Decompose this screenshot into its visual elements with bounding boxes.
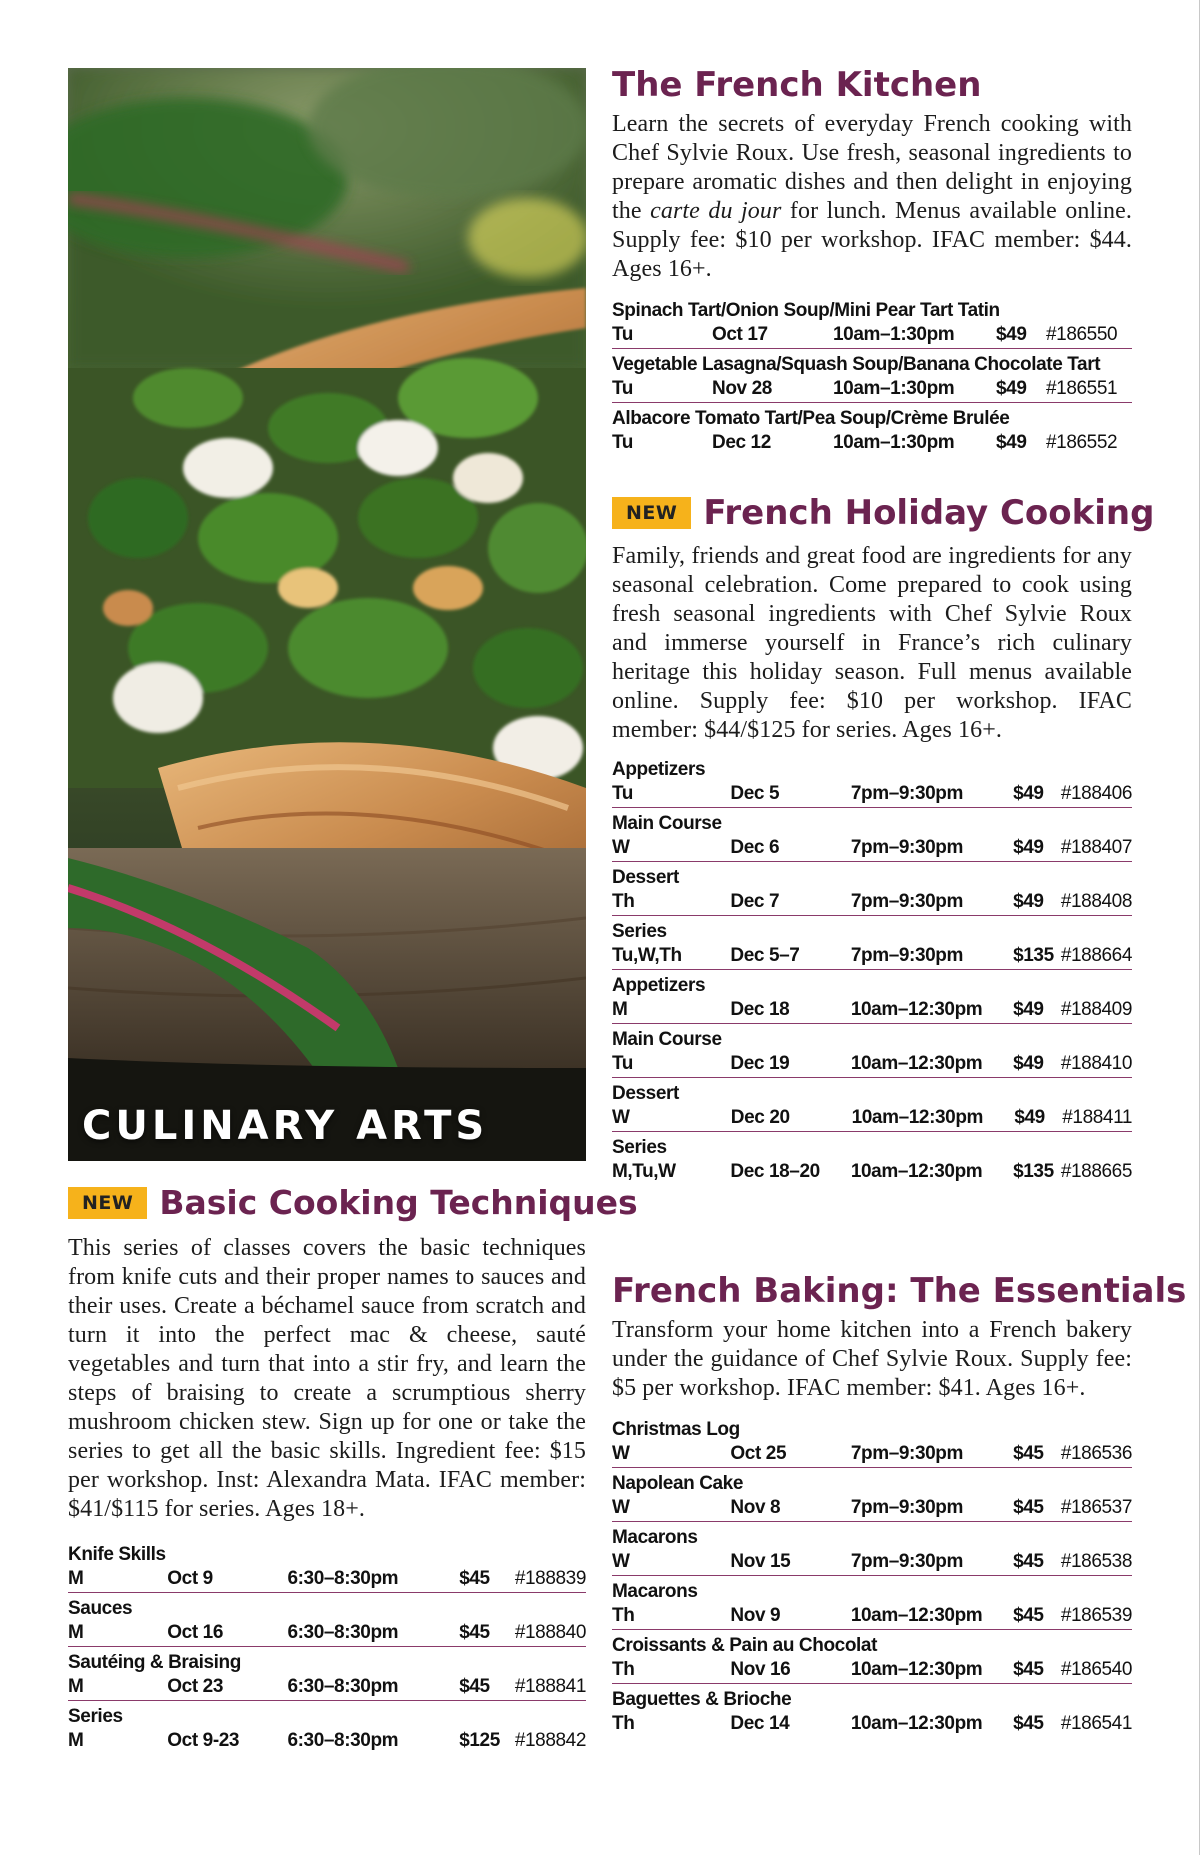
- class-number: #186537: [1060, 1497, 1132, 1518]
- class-number: #188840: [514, 1622, 586, 1643]
- schedule-row: [612, 1135, 1132, 1185]
- schedule-row: [68, 1704, 586, 1754]
- class-title: Sauces: [68, 1598, 133, 1619]
- class-date: Nov 16: [730, 1659, 791, 1680]
- french-kitchen-title: The French Kitchen: [612, 65, 982, 105]
- class-day: Tu: [612, 783, 634, 804]
- class-number: #186540: [1060, 1659, 1132, 1680]
- class-day: M,Tu,W: [612, 1161, 676, 1182]
- class-price: $49: [996, 378, 1027, 399]
- class-date: Dec 12: [712, 432, 771, 453]
- schedule-row: [612, 1027, 1132, 1078]
- class-details: [612, 782, 1132, 806]
- class-time: 7pm–9:30pm: [850, 1551, 964, 1572]
- class-day: M: [68, 1730, 84, 1751]
- class-title: Spinach Tart/Onion Soup/Mini Pear Tart Tatin: [612, 300, 1000, 321]
- class-number: #186536: [1060, 1443, 1132, 1464]
- class-price: $49: [1013, 1053, 1044, 1074]
- class-date: Nov 15: [730, 1551, 791, 1572]
- class-day: W: [612, 837, 630, 858]
- class-time: 10am–12:30pm: [850, 1053, 983, 1074]
- class-details: [612, 1106, 1132, 1130]
- class-title: Sautéing & Braising: [68, 1652, 241, 1673]
- class-details: [612, 431, 1132, 455]
- class-number: #188406: [1060, 783, 1132, 804]
- class-price: $49: [1013, 999, 1044, 1020]
- class-price: $45: [459, 1568, 490, 1589]
- schedule-row: [612, 919, 1132, 970]
- class-title: Baguettes & Brioche: [612, 1689, 792, 1710]
- class-day: M: [68, 1622, 84, 1643]
- class-time: 10am–12:30pm: [851, 1107, 984, 1128]
- class-date: Dec 7: [730, 891, 780, 912]
- class-date: Dec 19: [730, 1053, 790, 1074]
- class-price: $49: [996, 324, 1027, 345]
- class-date: Oct 9: [167, 1568, 213, 1589]
- class-price: $45: [1013, 1713, 1044, 1734]
- class-price: $45: [1013, 1443, 1044, 1464]
- french-baking-schedule: [612, 1417, 1132, 1737]
- class-number: #186551: [1046, 378, 1118, 399]
- class-time: 7pm–9:30pm: [850, 837, 964, 858]
- class-price: $49: [1014, 1107, 1045, 1128]
- class-details: [612, 1442, 1132, 1466]
- class-details: [68, 1567, 586, 1591]
- class-number: #186538: [1060, 1551, 1132, 1572]
- class-title: Macarons: [612, 1527, 698, 1548]
- french-baking-title: French Baking: The Essentials: [612, 1271, 1187, 1311]
- class-details: [612, 944, 1132, 968]
- photo-illustration: [68, 68, 586, 1161]
- schedule-row: [612, 811, 1132, 862]
- class-day: W: [612, 1443, 630, 1464]
- french-kitchen-description: [612, 110, 1132, 284]
- class-date: Nov 8: [730, 1497, 781, 1518]
- schedule-row: [68, 1650, 586, 1701]
- french-kitchen-section: [612, 64, 1132, 459]
- schedule-row: [612, 865, 1132, 916]
- class-day: W: [612, 1497, 630, 1518]
- class-details: [612, 1604, 1132, 1628]
- class-price: $49: [996, 432, 1027, 453]
- schedule-row: [612, 1633, 1132, 1684]
- french-baking-description: Transform your home kitchen into a French bakery under the guidance of Chef Sylvie Roux. Supply fee: $5 per workshop. IFAC member: $41. Ages 16+.: [612, 1317, 1132, 1401]
- schedule-row: [612, 1081, 1132, 1132]
- class-day: W: [612, 1107, 630, 1128]
- class-time: 6:30–8:30pm: [287, 1676, 399, 1697]
- class-day: Tu,W,Th: [612, 945, 682, 966]
- class-title: Christmas Log: [612, 1419, 740, 1440]
- class-day: Th: [612, 1605, 635, 1626]
- class-time: 10am–1:30pm: [833, 432, 955, 453]
- class-date: Dec 14: [730, 1713, 790, 1734]
- basic-cooking-title: Basic Cooking Techniques: [159, 1183, 638, 1222]
- class-date: Oct 16: [167, 1622, 223, 1643]
- class-number: #188408: [1060, 891, 1132, 912]
- class-title: Albacore Tomato Tart/Pea Soup/Crème Brulée: [612, 408, 1010, 429]
- class-day: Tu: [612, 1053, 634, 1074]
- schedule-row: [612, 1687, 1132, 1737]
- class-number: #186541: [1060, 1713, 1132, 1734]
- class-details: [612, 890, 1132, 914]
- schedule-row: [612, 1525, 1132, 1576]
- class-number: #188839: [514, 1568, 586, 1589]
- schedule-row: [612, 352, 1132, 403]
- class-details: [612, 998, 1132, 1022]
- basic-cooking-section: [68, 1182, 638, 1757]
- photo-caption: CULINARY ARTS: [82, 1103, 489, 1149]
- schedule-row: [612, 298, 1132, 349]
- class-date: Oct 9-23: [167, 1730, 240, 1751]
- class-date: Oct 23: [167, 1676, 223, 1697]
- class-details: [612, 1496, 1132, 1520]
- class-price: $135: [1013, 945, 1054, 966]
- french-holiday-section: [612, 492, 1155, 1188]
- class-date: Dec 18: [730, 999, 790, 1020]
- class-number: #186550: [1046, 324, 1118, 345]
- schedule-row: [612, 757, 1132, 808]
- class-day: M: [68, 1568, 84, 1589]
- class-time: 6:30–8:30pm: [287, 1730, 399, 1751]
- class-title: Series: [68, 1706, 123, 1727]
- class-date: Nov 28: [712, 378, 772, 399]
- class-date: Dec 5: [730, 783, 780, 804]
- class-details: [68, 1675, 586, 1699]
- class-title: Croissants & Pain au Chocolat: [612, 1635, 878, 1656]
- schedule-row: [68, 1542, 586, 1593]
- class-date: Dec 20: [730, 1107, 790, 1128]
- basic-cooking-schedule: [68, 1542, 586, 1754]
- class-number: #188410: [1060, 1053, 1132, 1074]
- class-number: #188841: [514, 1676, 586, 1697]
- class-day: M: [612, 999, 628, 1020]
- class-price: $125: [459, 1730, 500, 1751]
- class-price: $45: [459, 1676, 490, 1697]
- class-time: 6:30–8:30pm: [287, 1568, 399, 1589]
- class-number: #188409: [1060, 999, 1132, 1020]
- class-time: 10am–1:30pm: [833, 324, 955, 345]
- class-details: [612, 836, 1132, 860]
- class-date: Dec 5–7: [730, 945, 800, 966]
- basic-cooking-heading-row: [68, 1182, 638, 1224]
- basic-cooking-description: This series of classes covers the basic techniques from knife cuts and their proper names to sauces and their uses. Create a béchamel sauce from scratch and turn it into the perfect mac & cheese, sauté vegetables and turn that into a stir fry, and learn the steps of braising to create a scrumptious sherry mushroom chicken stew. Sign up for one or take the series to get all the basic skills. Ingredient fee: $15 per workshop. Inst: Alexandra Mata. IFAC member: $41/$115 for series. Ages 18+.: [68, 1235, 586, 1522]
- class-details: [68, 1621, 586, 1645]
- class-time: 7pm–9:30pm: [850, 783, 964, 804]
- class-date: Oct 25: [730, 1443, 787, 1464]
- new-badge: NEW: [68, 1187, 147, 1219]
- class-title: Main Course: [612, 1029, 722, 1050]
- class-number: #186539: [1060, 1605, 1132, 1626]
- class-number: #188664: [1060, 945, 1132, 966]
- class-title: Macarons: [612, 1581, 698, 1602]
- class-price: $45: [1013, 1605, 1044, 1626]
- class-time: 7pm–9:30pm: [850, 945, 964, 966]
- class-price: $45: [1013, 1551, 1044, 1572]
- class-number: #188842: [514, 1730, 586, 1751]
- schedule-row: [68, 1596, 586, 1647]
- description-italic-text: carte du jour: [650, 198, 782, 224]
- class-title: Vegetable Lasagna/Squash Soup/Banana Chocolate Tart: [612, 354, 1101, 375]
- class-title: Appetizers: [612, 759, 706, 780]
- class-day: Tu: [612, 432, 634, 453]
- french-holiday-heading-row: [612, 492, 1155, 534]
- class-price: $49: [1013, 837, 1044, 858]
- class-time: 7pm–9:30pm: [850, 891, 964, 912]
- class-title: Appetizers: [612, 975, 706, 996]
- schedule-row: [612, 1417, 1132, 1468]
- class-details: [68, 1729, 586, 1753]
- class-title: Main Course: [612, 813, 722, 834]
- class-day: Th: [612, 891, 635, 912]
- class-time: 10am–12:30pm: [850, 999, 983, 1020]
- french-holiday-description: Family, friends and great food are ingredients for any seasonal celebration. Come prepared to cook using fresh seasonal ingredients with Chef Sylvie Roux and immerse yourself in France’s rich culinary heritage this holiday season. Full menus available online. Supply fee: $10 per workshop. IFAC member: $44/$125 for series. Ages 16+.: [612, 543, 1132, 743]
- vegetable-tart-photo: [68, 68, 586, 1161]
- class-time: 10am–12:30pm: [850, 1659, 983, 1680]
- class-date: Oct 17: [712, 324, 768, 345]
- class-number: #188411: [1062, 1107, 1132, 1128]
- class-date: Dec 6: [730, 837, 780, 858]
- class-day: M: [68, 1676, 84, 1697]
- class-time: 7pm–9:30pm: [850, 1443, 964, 1464]
- french-kitchen-schedule: [612, 298, 1132, 456]
- schedule-row: [612, 406, 1132, 456]
- class-date: Nov 9: [730, 1605, 781, 1626]
- class-title: Napolean Cake: [612, 1473, 744, 1494]
- class-time: 10am–1:30pm: [833, 378, 955, 399]
- class-title: Knife Skills: [68, 1544, 166, 1565]
- class-details: [612, 1550, 1132, 1574]
- class-title: Series: [612, 1137, 667, 1158]
- class-day: Tu: [612, 324, 634, 345]
- schedule-row: [612, 1579, 1132, 1630]
- french-baking-section: [612, 1270, 1187, 1740]
- class-details: [612, 377, 1132, 401]
- class-details: [612, 1658, 1132, 1682]
- class-time: 10am–12:30pm: [850, 1605, 983, 1626]
- class-price: $45: [459, 1622, 490, 1643]
- class-day: Tu: [612, 378, 634, 399]
- schedule-row: [612, 973, 1132, 1024]
- class-title: Dessert: [612, 867, 679, 888]
- class-details: [612, 1160, 1132, 1184]
- class-time: 7pm–9:30pm: [850, 1497, 964, 1518]
- class-price: $49: [1013, 783, 1044, 804]
- class-number: #188407: [1060, 837, 1132, 858]
- class-time: 6:30–8:30pm: [287, 1622, 399, 1643]
- class-title: Dessert: [612, 1083, 679, 1104]
- description-text: Learn the secrets of everyday French cooking with Chef Sylvie Roux. Use fresh, seasonal ingredients to prepare aromatic dishes and then delight in enjoying the: [612, 111, 1132, 224]
- class-number: #188665: [1060, 1161, 1132, 1182]
- class-day: Th: [612, 1713, 635, 1734]
- french-holiday-schedule: [612, 757, 1132, 1185]
- class-date: Dec 18–20: [730, 1161, 820, 1182]
- class-price: $135: [1013, 1161, 1054, 1182]
- class-details: [612, 1052, 1132, 1076]
- description-text: for lunch. Menus available online. Supply fee: $10 per workshop. IFAC member: $44. Ages 16+.: [612, 198, 1132, 282]
- french-holiday-title: French Holiday Cooking: [703, 493, 1155, 533]
- class-day: W: [612, 1551, 630, 1572]
- class-price: $45: [1013, 1659, 1044, 1680]
- new-badge: NEW: [612, 497, 691, 529]
- class-time: 10am–12:30pm: [850, 1713, 983, 1734]
- schedule-row: [612, 1471, 1132, 1522]
- class-price: $45: [1013, 1497, 1044, 1518]
- class-day: Th: [612, 1659, 635, 1680]
- class-details: [612, 323, 1132, 347]
- class-price: $49: [1013, 891, 1044, 912]
- class-title: Series: [612, 921, 667, 942]
- class-time: 10am–12:30pm: [850, 1161, 983, 1182]
- class-number: #186552: [1046, 432, 1118, 453]
- class-details: [612, 1712, 1132, 1736]
